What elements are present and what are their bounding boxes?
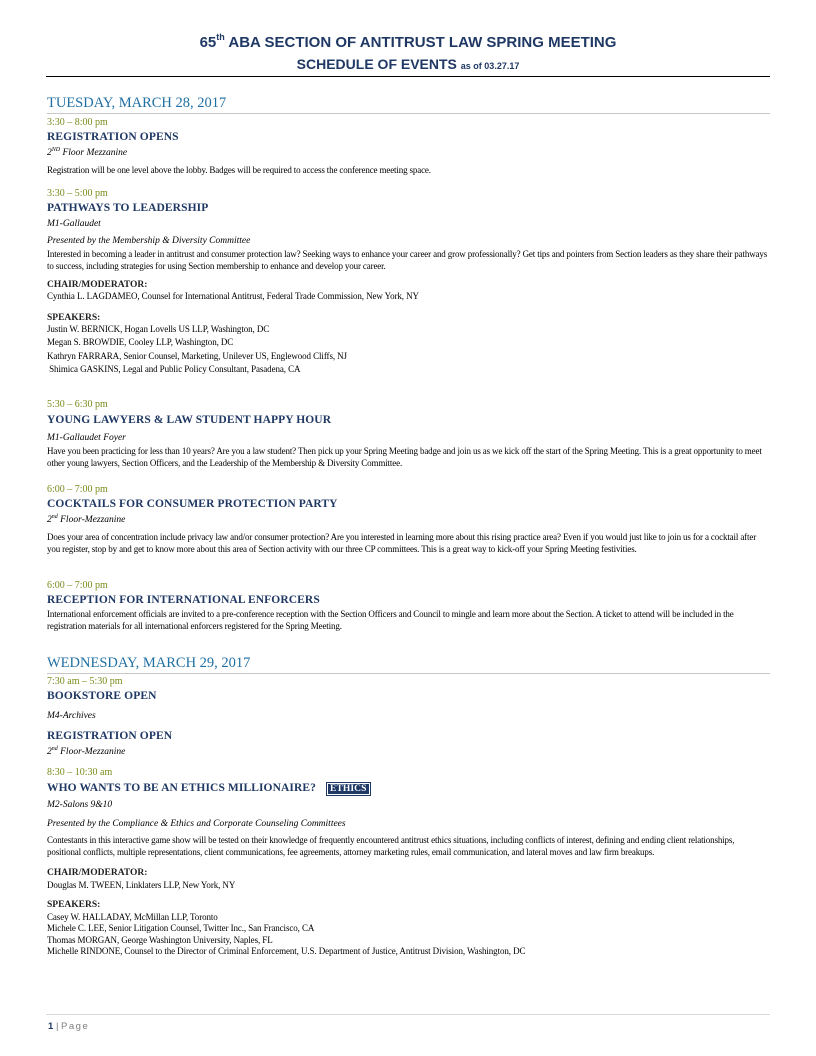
event-title: BOOKSTORE OPEN [47, 690, 157, 702]
event-description: Have you been practicing for less than 10 years? Are you a law student? Then pick up your Spring Meeting badge and join us as we kick off the start of the Spring Meeting. This is a great opportunity to meet other young lawyers, Section Officers, and the Leadership of the Membership & Diversity Committee. [47, 446, 762, 468]
speaker: Casey W. HALLADAY, McMillan LLP, Toronto [47, 911, 218, 922]
event-room: M2-Salons 9&10 [47, 800, 113, 810]
event-title: YOUNG LAWYERS & LAW STUDENT HAPPY HOUR [47, 414, 332, 426]
event-time: 3:30 – 8:00 pm [47, 117, 108, 128]
event-registration-open [47, 729, 769, 758]
header-divider [46, 76, 770, 77]
event-room: M4-Archives [47, 711, 96, 721]
event-room: M1-Gallaudet Foyer [47, 433, 126, 443]
chair-label: CHAIR/MODERATOR: [47, 868, 148, 878]
event-time: 3:30 – 5:00 pm [47, 188, 108, 199]
event-presenter: Presented by the Compliance & Ethics and Corporate Counseling Committees [47, 819, 346, 829]
speakers-label: SPEAKERS: [47, 312, 101, 323]
event-time: 6:00 – 7:00 pm [47, 580, 108, 591]
event-registration-opens [47, 130, 769, 177]
event-ethics-millionaire [47, 781, 769, 958]
speakers-label: SPEAKERS: [47, 899, 101, 910]
event-description: Interested in becoming a leader in antitrust and consumer protection law? Seeking ways to enhance your career and grow professionally? Get tips and pointers from Section leaders as they share their pathways to success, including strategies for using Section membership to enhance and develop your career. [47, 249, 768, 271]
meeting-title [46, 33, 770, 53]
day-heading-wednesday: WEDNESDAY, MARCH 29, 2017 [47, 655, 770, 674]
event-cocktails-consumer-protection [47, 497, 769, 555]
event-time: 7:30 am – 5:30 pm [47, 676, 123, 687]
event-presenter: Presented by the Membership & Diversity Committee [47, 236, 251, 246]
speaker: Kathryn FARRARA, Senior Counsel, Marketing, Unilever US, Englewood Cliffs, NJ [47, 350, 347, 361]
speaker: Shimica GASKINS, Legal and Public Policy Consultant, Pasadena, CA [47, 364, 301, 374]
event-time: 5:30 – 6:30 pm [47, 399, 108, 410]
chair-person: Cynthia L. LAGDAMEO, Counsel for International Antitrust, Federal Trade Commission, New York, NY [47, 291, 419, 301]
event-title-row [47, 781, 769, 796]
footer-separator: | [55, 1021, 59, 1032]
meeting-number: 65 [199, 34, 217, 51]
chair-label: CHAIR/MODERATOR: [47, 280, 148, 290]
page-number: 1 [48, 1021, 54, 1032]
speaker: Michelle RINDONE, Counsel to the Director of Criminal Enforcement, U.S. Department of Justice, Antitrust Division, Washington, DC [47, 946, 526, 956]
event-title: COCKTAILS FOR CONSUMER PROTECTION PARTY [47, 498, 338, 510]
room-floor-suffix: nd [51, 514, 58, 520]
room-floor-suffix: nd [51, 746, 58, 752]
event-bookstore-open [47, 689, 769, 722]
meeting-name: ABA SECTION OF ANTITRUST LAW SPRING MEETING [228, 34, 617, 51]
speaker: Michele C. LEE, Senior Litigation Counsel, Twitter Inc., San Francisco, CA [47, 923, 315, 933]
event-room [47, 147, 769, 159]
speaker: Justin W. BERNICK, Hogan Lovells US LLP, Washington, DC [47, 323, 270, 334]
event-title: RECEPTION FOR INTERNATIONAL ENFORCERS [47, 594, 320, 606]
event-description: Contestants in this interactive game show will be tested on their knowledge of frequently encountered antitrust ethics situations, including conflicts of interest, defining and ending client relationships, positional conflicts, multiple representations, client communications, fee agreements, attorney marketing rules, email communication, and lateral moves and law firm breakups. [47, 835, 735, 857]
room-floor-name: Floor-Mezzanine [57, 515, 126, 525]
room-floor-number: 2 [47, 148, 52, 158]
event-description: Registration will be one level above the lobby. Badges will be required to access the conference meeting space. [47, 165, 431, 175]
event-description: International enforcement officials are invited to a pre-conference reception with the Section Officers and Council to mingle and learn more about the Section. A ticket to attend will be included in the registration materials for all international enforcers registered for the Spring Meeting. [47, 609, 734, 631]
room-floor-name: Floor-Mezzanine [57, 747, 126, 757]
speaker: Megan S. BROWDIE, Cooley LLP, Washington, DC [47, 337, 234, 347]
as-of-date: as of 03.27.17 [460, 61, 520, 71]
event-room [47, 746, 769, 758]
event-title: REGISTRATION OPENS [47, 131, 179, 143]
room-floor-number: 2 [47, 747, 52, 757]
page-footer [48, 1021, 89, 1032]
event-room: M1-Gallaudet [47, 219, 101, 229]
event-title: REGISTRATION OPEN [47, 730, 173, 742]
schedule-subtitle: SCHEDULE OF EVENTS [296, 56, 457, 72]
room-floor-suffix: ND [51, 147, 61, 153]
schedule-title [46, 54, 770, 76]
room-floor-number: 2 [47, 515, 52, 525]
event-time: 6:00 – 7:00 pm [47, 484, 108, 495]
event-time: 8:30 – 10:30 am [47, 767, 113, 778]
event-title: PATHWAYS TO LEADERSHIP [47, 202, 209, 214]
document-header [46, 33, 770, 76]
event-description: Does your area of concentration include privacy law and/or consumer protection? Are you interested in learning more about this rising practice area? Even if you would just like to join us for a cocktail after you register, stop by and get to know more about this area of Section activity with our three CP committees. This is a great way to kick-off your Spring Meeting festivities. [47, 532, 757, 554]
room-floor-name: Floor Mezzanine [60, 148, 128, 158]
chair-person: Douglas M. TWEEN, Linklaters LLP, New York, NY [47, 880, 236, 890]
event-pathways-to-leadership [47, 201, 769, 376]
ethics-badge: ETHICS [326, 782, 371, 796]
day-heading-tuesday: TUESDAY, MARCH 28, 2017 [47, 95, 770, 114]
footer-divider [46, 1014, 770, 1015]
page-label: Page [61, 1021, 90, 1032]
event-young-lawyers-happy-hour [47, 413, 769, 469]
event-reception-international-enforcers [47, 593, 769, 632]
speaker: Thomas MORGAN, George Washington University, Naples, FL [47, 934, 273, 945]
event-room [47, 514, 769, 526]
event-title: WHO WANTS TO BE AN ETHICS MILLIONAIRE? [47, 782, 317, 794]
meeting-number-suffix: th [216, 32, 225, 42]
